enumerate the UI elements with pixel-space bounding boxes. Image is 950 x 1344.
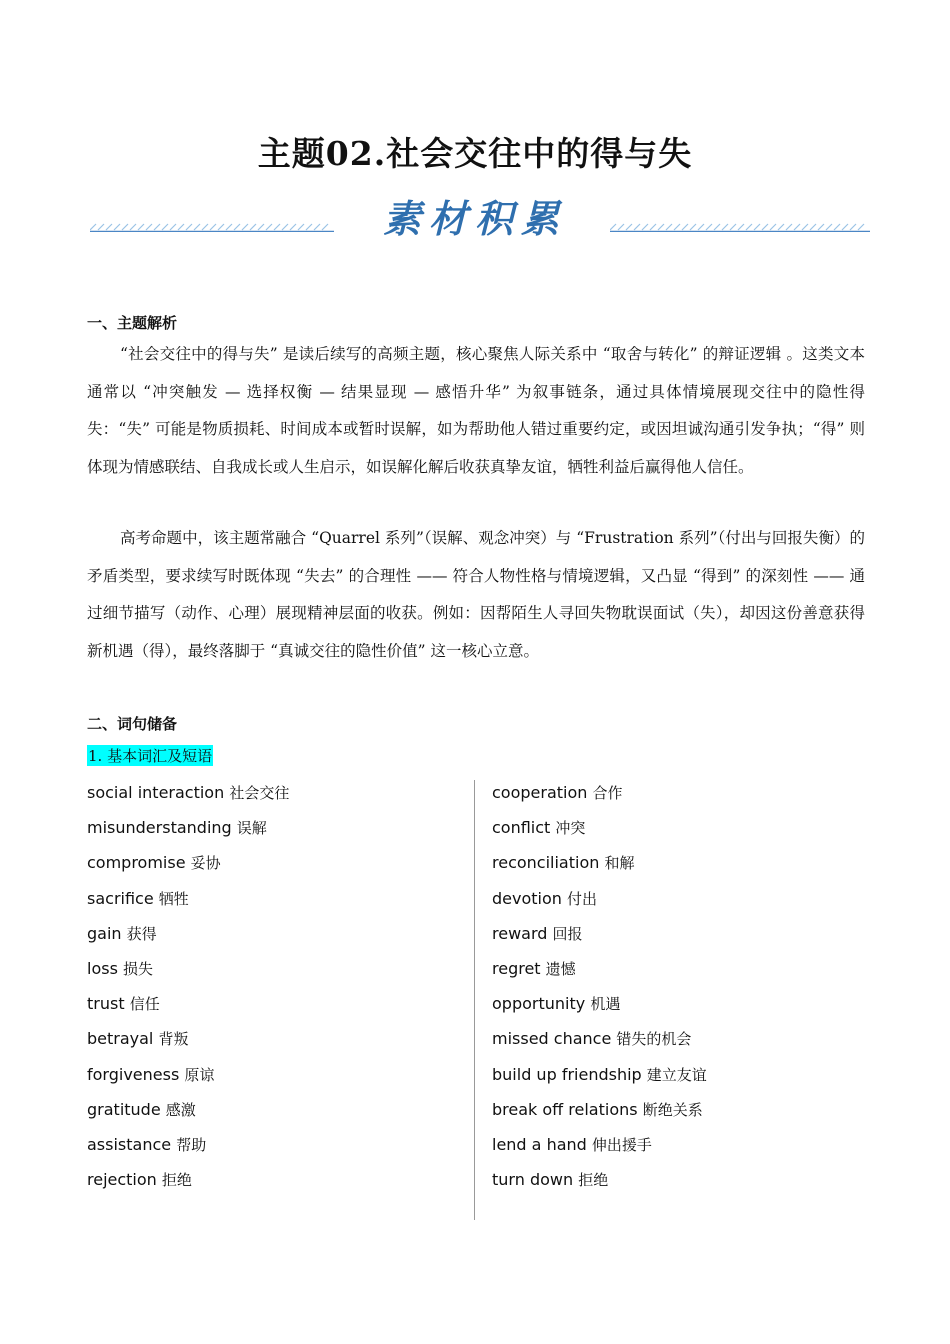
vocab-item [87,986,289,1021]
vocab-english: reconciliation [492,853,600,873]
vocab-item [87,951,289,986]
vocab-item [492,845,707,880]
vocab-item [492,1092,707,1127]
vocab-chinese: 拒绝 [161,1171,192,1190]
vocab-chinese: 建立友谊 [646,1065,707,1084]
vocab-chinese: 机遇 [590,995,621,1014]
vocab-item [87,916,289,951]
vocab-item [87,1092,289,1127]
vocab-item [87,1127,289,1162]
vocab-english: assistance [87,1134,172,1154]
vocab-english: break off relations [492,1099,638,1119]
vocab-english: forgiveness [87,1064,180,1084]
vocab-chinese: 回报 [552,924,583,943]
section-heading-vocabulary: 二、词句储备 [87,715,178,733]
subheading-basic-vocabulary: 1. 基本词汇及短语 [88,747,213,765]
vocab-english: sacrifice [87,888,154,908]
vocab-item [492,916,707,951]
vocab-item [87,1162,289,1197]
section-heading-theme-analysis: 一、主题解析 [87,314,178,332]
vocab-chinese: 付出 [567,889,598,908]
vocab-english: opportunity [492,994,586,1014]
vocab-english: social interaction [87,783,225,802]
vocab-chinese: 断绝关系 [642,1100,703,1119]
vocab-item [492,775,707,810]
vocab-item [492,881,707,916]
vocab-item [492,1021,707,1056]
paragraph-theme-overview: “社会交往中的得与失” 是读后续写的高频主题，核心聚焦人际关系中 “取舍与转化” 的辩证逻辑 。这类文本通常以 “冲突触发 — 选择权衡 — 结果显现 — 感悟升华” 为叙事链条，通过具体情境展现交往中的隐性得失：“失” 可能是物质损耗、时间成本或暂时误解，如为帮助他人错过重要约定，或因坦诚沟通引发争执；“得” 则体现为情感联结、自我成长或人生启示，如误解化解后收获真挚友谊，牺牲利益后赢得他人信任。 [87,345,865,476]
vocab-english: compromise [87,853,186,873]
vocab-english: betrayal [87,1029,154,1049]
vocab-chinese: 感激 [165,1100,196,1119]
vocab-english: gratitude [87,1099,161,1119]
vocab-item [87,1057,289,1092]
vocab-item [87,775,289,810]
vocab-chinese: 社会交往 [229,784,290,802]
vocab-english: trust [87,994,125,1014]
vocab-list-left [87,775,289,1197]
vocab-chinese: 牺牲 [158,889,189,908]
vocab-item [87,1021,289,1056]
banner [0,188,950,248]
vocab-english: loss [87,958,118,978]
vocab-chinese: 遗憾 [545,959,576,978]
vocab-chinese: 误解 [236,819,267,838]
vocab-chinese: 损失 [123,959,154,978]
vocab-chinese: 信任 [129,995,160,1014]
banner-right-decoration [610,222,870,232]
vocab-item [492,810,707,845]
vocab-chinese: 错失的机会 [616,1030,692,1049]
vocab-english: conflict [492,818,551,838]
vocab-item [492,1127,707,1162]
vocab-chinese: 获得 [126,924,157,943]
vocab-english: lend a hand [492,1134,587,1154]
vocab-english: cooperation [492,783,588,802]
vocab-english: regret [492,958,541,978]
vocab-item [492,951,707,986]
vocab-item [87,881,289,916]
vocab-chinese: 帮助 [176,1135,207,1154]
vocab-chinese: 原谅 [184,1065,215,1084]
vocab-chinese: 和解 [604,854,635,873]
vocab-item [492,1162,707,1197]
vocab-item [87,845,289,880]
paragraph-exam-application: 高考命题中，该主题常融合 “Quarrel 系列”（误解、观念冲突）与 “Frustration 系列”（付出与回报失衡）的矛盾类型，要求续写时既体现 “失去” 的合理性 —— 符合人物性格与情境逻辑，又凸显 “得到” 的深刻性 —— 通过细节描写（动作、心理）展现精神层面的收获。例如：因帮陌生人寻回失物耽误面试（失），却因这份善意获得新机遇（得），最终落脚于 “真诚交往的隐性价值” 这一核心立意。 [87,529,865,660]
banner-title: 素材积累 [382,196,567,241]
vocab-chinese: 拒绝 [578,1171,609,1190]
vocab-english: turn down [492,1170,574,1190]
vocab-list-right [492,775,707,1197]
vocab-chinese: 背叛 [158,1030,189,1049]
vocab-item [87,810,289,845]
vocab-english: build up friendship [492,1064,642,1084]
vocab-english: gain [87,923,122,943]
vocab-english: rejection [87,1170,157,1190]
vocab-item [492,1057,707,1092]
vocab-english: reward [492,923,548,943]
vocab-chinese: 冲突 [555,819,586,838]
column-divider [474,780,475,1220]
vocab-english: misunderstanding [87,818,232,838]
vocab-chinese: 妥协 [190,854,221,873]
vocab-item [492,986,707,1021]
vocab-chinese: 伸出援手 [591,1135,652,1154]
vocab-english: missed chance [492,1029,612,1049]
document-title: 主题02.社会交往中的得与失 [257,134,693,173]
vocab-chinese: 合作 [592,784,623,802]
vocab-english: devotion [492,888,562,908]
